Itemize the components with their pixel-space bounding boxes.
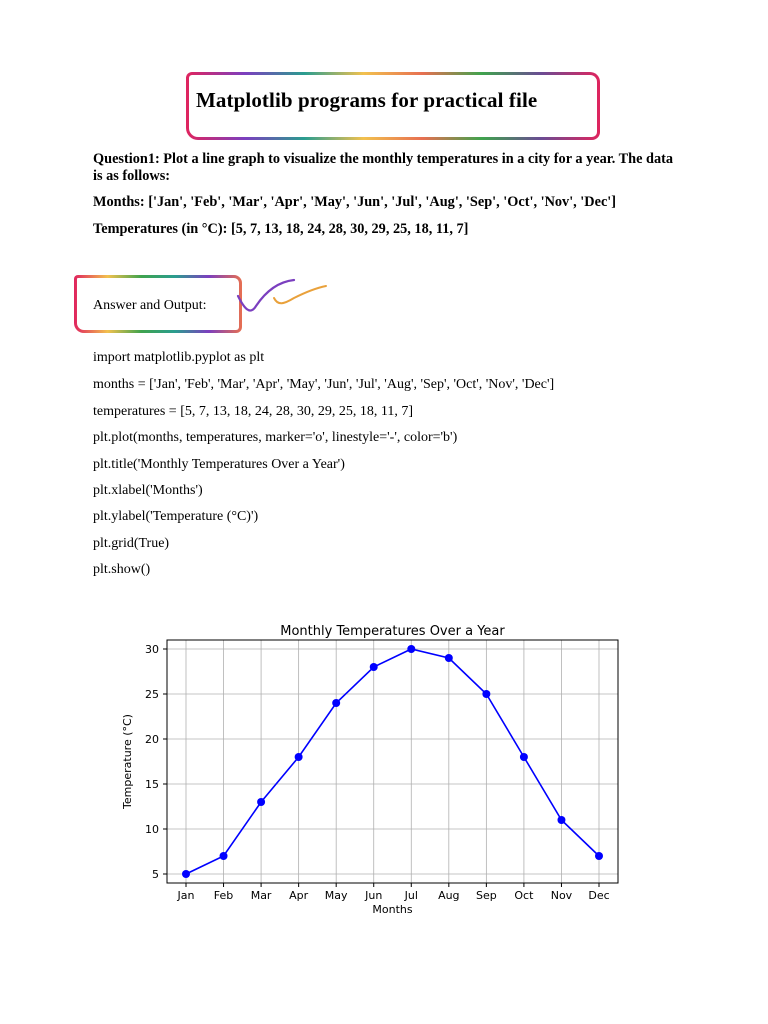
page-title: Matplotlib programs for practical file [196, 88, 538, 112]
x-tick-label: Jan [177, 889, 195, 902]
data-point [220, 852, 228, 860]
data-point [445, 654, 453, 662]
months-data-line: Months: ['Jan', 'Feb', 'Mar', 'Apr', 'May', 'Jun', 'Jul', 'Aug', 'Sep', 'Oct', 'Nov', 'Dec'] [93, 194, 617, 210]
question-line-2: is as follows: [93, 168, 171, 184]
x-tick-label: Oct [514, 889, 534, 902]
y-tick-label: 25 [145, 688, 159, 701]
data-point [595, 852, 603, 860]
chart-svg [112, 620, 632, 920]
x-tick-label: Jul [404, 889, 418, 902]
code-line-title: plt.title('Monthly Temperatures Over a Year') [93, 457, 345, 472]
x-tick-label: Dec [588, 889, 610, 902]
x-axis-label: Months [372, 903, 413, 916]
code-line-xlabel: plt.xlabel('Months') [93, 483, 203, 498]
data-point [182, 870, 190, 878]
data-point [407, 645, 415, 653]
line-chart [112, 620, 632, 920]
y-tick-label: 20 [145, 733, 159, 746]
code-line-plot: plt.plot(months, temperatures, marker='o', linestyle='-', color='b') [93, 430, 458, 445]
series-line [186, 649, 599, 874]
code-line-import: import matplotlib.pyplot as plt [93, 350, 265, 365]
answer-label: Answer and Output: [93, 298, 207, 313]
code-line-ylabel: plt.ylabel('Temperature (°C)') [93, 509, 259, 524]
plot-area-frame [167, 640, 618, 883]
code-line-show: plt.show() [93, 562, 151, 577]
data-point [370, 663, 378, 671]
data-point [332, 699, 340, 707]
y-axis-label: Temperature (°C) [121, 714, 134, 809]
x-tick-label: Apr [289, 889, 309, 902]
x-tick-label: May [324, 889, 348, 902]
check-squiggle-decoration [236, 276, 331, 316]
code-line-grid: plt.grid(True) [93, 536, 170, 551]
data-point [520, 753, 528, 761]
data-point [295, 753, 303, 761]
data-point [482, 690, 490, 698]
question-line-1: Question1: Plot a line graph to visualize the monthly temperatures in a city for a year. The data [93, 151, 674, 167]
y-tick-label: 15 [145, 778, 159, 791]
x-tick-label: Feb [213, 889, 234, 902]
y-tick-label: 30 [145, 643, 159, 656]
y-tick-label: 5 [152, 868, 159, 881]
temperatures-data-line: Temperatures (in °C): [5, 7, 13, 18, 24, 28, 30, 29, 25, 18, 11, 7] [93, 221, 469, 237]
code-line-temperatures: temperatures = [5, 7, 13, 18, 24, 28, 30, 29, 25, 18, 11, 7] [93, 404, 413, 419]
x-tick-label: Sep [475, 889, 497, 902]
y-tick-label: 10 [145, 823, 159, 836]
data-point [557, 816, 565, 824]
x-tick-label: Mar [250, 889, 272, 902]
x-tick-label: Aug [438, 889, 460, 902]
x-tick-label: Jun [365, 889, 383, 902]
code-line-months: months = ['Jan', 'Feb', 'Mar', 'Apr', 'May', 'Jun', 'Jul', 'Aug', 'Sep', 'Oct', 'Nov', 'Dec'] [93, 377, 555, 392]
x-tick-label: Nov [550, 889, 573, 902]
chart-title: Monthly Temperatures Over a Year [280, 624, 505, 639]
data-point [257, 798, 265, 806]
